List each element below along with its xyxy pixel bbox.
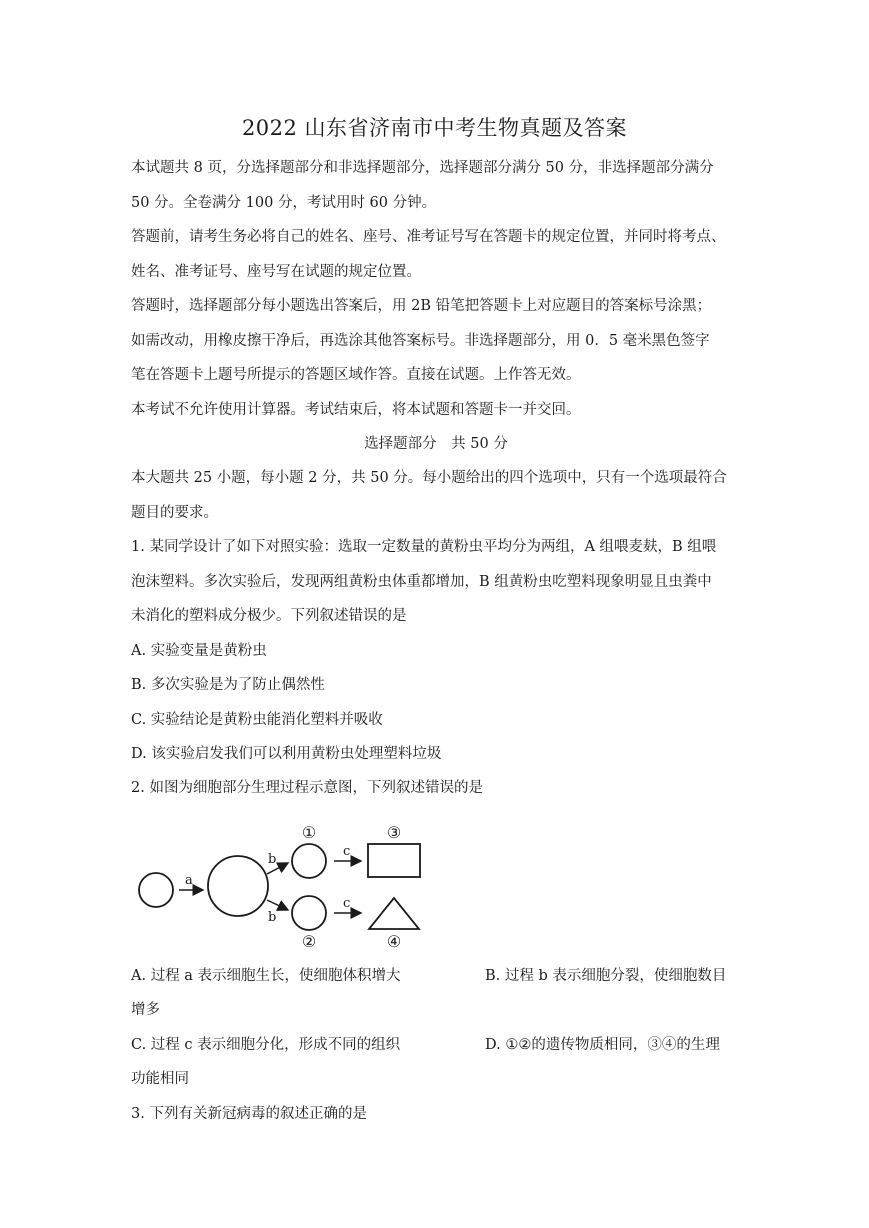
label-c-lower: c (343, 896, 351, 911)
arrow-b-lower (267, 900, 288, 910)
q2-stem: 2. 如图为细胞部分生理过程示意图，下列叙述错误的是 (131, 780, 483, 796)
instruction-line: 答题前，请考生务必将自己的姓名、座号、准考证号写在答题卡的规定位置，并同时将考点、 (131, 229, 726, 245)
q2-option-a: A. 过程 a 表示细胞生长，使细胞体积增大 (131, 968, 401, 984)
instruction-line: 姓名、准考证号、座号写在试题的规定位置。 (131, 264, 421, 280)
document-title: 2022 山东省济南市中考生物真题及答案 (241, 116, 628, 140)
instruction-line: 笔在答题卡上题号所提示的答题区域作答。直接在试题。上作答无效。 (131, 367, 581, 383)
q2-option-d-continued: 功能相同 (131, 1071, 189, 1087)
small-cell-shape (139, 873, 173, 907)
instruction-line: 答题时，选择题部分每小题选出答案后，用 2B 铅笔把答题卡上对应题目的答案标号涂黑； (131, 298, 712, 314)
q1-option-b: B. 多次实验是为了防止偶然性 (131, 677, 325, 693)
label-4: ④ (386, 932, 402, 951)
label-b-lower: b (268, 910, 277, 925)
q1-option-a: A. 实验变量是黄粉虫 (131, 643, 267, 659)
q1-option-c: C. 实验结论是黄粉虫能消化塑料并吸收 (131, 712, 383, 728)
cell-1-shape (292, 844, 326, 878)
q2-option-c: C. 过程 c 表示细胞分化，形成不同的组织 (131, 1037, 401, 1053)
instruction-line: 如需改动，用橡皮擦干净后，再选涂其他答案标号。非选择题部分，用 0．5 毫米黑色签字 (131, 333, 710, 349)
label-2: ② (301, 932, 317, 951)
q1-stem-line: 泡沫塑料。多次实验后，发现两组黄粉虫体重都增加，B 组黄粉虫吃塑料现象明显且虫粪中 (131, 574, 712, 590)
instruction-line: 本试题共 8 页，分选择题部分和非选择题部分，选择题部分满分 50 分，非选择题部分满分 (131, 160, 714, 176)
section-intro-line: 本大题共 25 小题，每小题 2 分，共 50 分。每小题给出的四个选项中，只有一个选项最符合 (131, 470, 727, 486)
label-b-upper: b (268, 852, 277, 867)
label-1: ① (301, 823, 317, 842)
q1-option-d: D. 该实验启发我们可以利用黄粉虫处理塑料垃圾 (131, 746, 442, 762)
q1-stem-line: 1. 某同学设计了如下对照实验：选取一定数量的黄粉虫平均分为两组，A 组喂麦麸，B 组喂 (131, 539, 717, 555)
instruction-line: 50 分。全卷满分 100 分，考试用时 60 分钟。 (131, 195, 437, 211)
q2-option-b: B. 过程 b 表示细胞分裂，使细胞数目 (485, 968, 727, 984)
section-heading: 选择题部分 共 50 分 (364, 436, 508, 452)
label-3: ③ (386, 823, 402, 842)
q3-stem: 3. 下列有关新冠病毒的叙述正确的是 (131, 1106, 367, 1122)
cell-2-shape (292, 896, 326, 930)
label-c-upper: c (343, 844, 351, 859)
label-a: a (185, 873, 193, 888)
tissue-4-triangle (369, 898, 419, 929)
instruction-line: 本考试不允许使用计算器。考试结束后，将本试题和答题卡一并交回。 (131, 402, 581, 418)
q1-stem-line: 未消化的塑料成分极少。下列叙述错误的是 (131, 608, 407, 624)
cell-process-diagram (131, 818, 431, 953)
q2-option-b-continued: 增多 (131, 1002, 160, 1018)
section-intro-line: 题目的要求。 (131, 505, 218, 521)
tissue-3-rectangle (368, 844, 420, 877)
q2-option-d: D. ①②的遗传物质相同，③④的生理 (485, 1037, 720, 1053)
large-cell-shape (208, 856, 268, 916)
